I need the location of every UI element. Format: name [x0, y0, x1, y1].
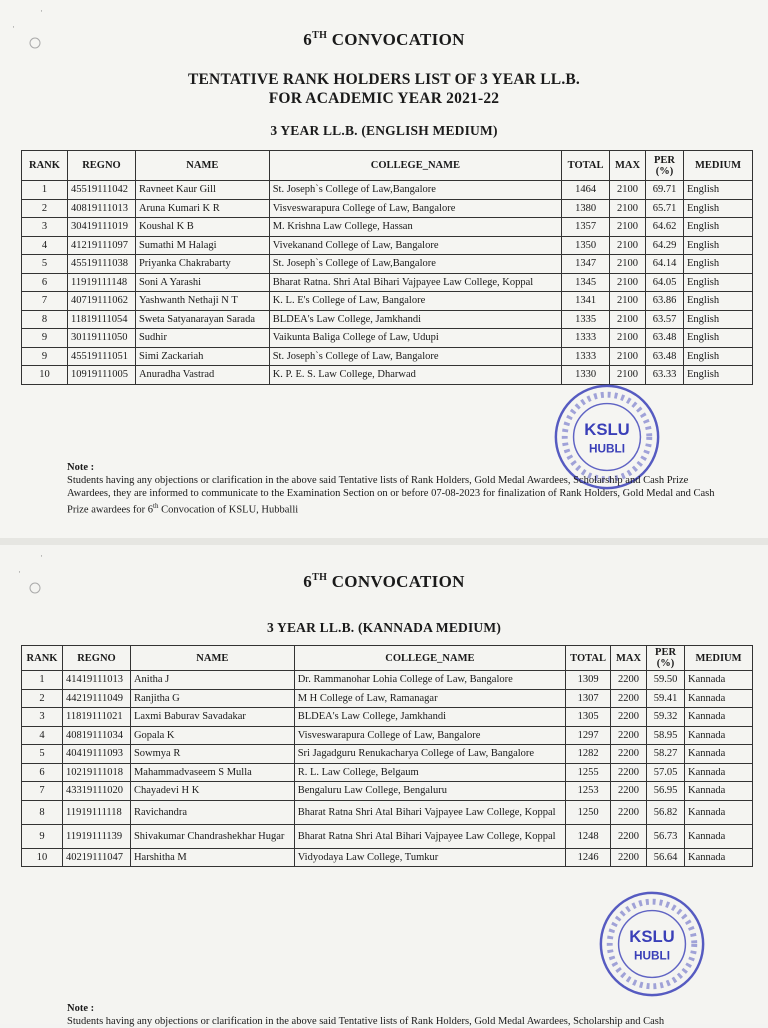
cell-regno: 41219111097 — [67, 236, 135, 255]
cell-name: Ravichandra — [130, 800, 294, 824]
cell-total: 1297 — [566, 726, 611, 745]
cell-total: 1307 — [566, 689, 611, 708]
cell-per: 56.73 — [647, 824, 685, 848]
cell-medium: English — [684, 181, 753, 200]
cell-regno: 41419111013 — [62, 671, 130, 690]
cell-college: Vidyodaya Law College, Tumkur — [294, 848, 565, 867]
table-row — [22, 824, 753, 848]
cell-college: Bharat Ratna Shri Atal Bihari Vajpayee Law College, Koppal — [294, 800, 565, 824]
cell-name: Harshitha M — [130, 848, 294, 867]
cell-per: 63.57 — [646, 310, 684, 329]
table-header-row — [22, 646, 753, 671]
cell-regno: 11819111054 — [67, 310, 135, 329]
note-heading: Note : — [67, 462, 95, 473]
cell-regno: 40719111062 — [67, 292, 135, 311]
cell-max: 2100 — [610, 366, 646, 385]
col-max: MAX — [611, 646, 647, 671]
cell-rank: 7 — [22, 292, 68, 311]
cell-regno: 11919111148 — [67, 273, 135, 292]
note-text-2: Students having any objections or clarification in the above said Tentative lists of Rank Holders, Gold Medal Awardees, Scholarship and Cash — [67, 1016, 665, 1027]
cell-rank: 10 — [22, 366, 68, 385]
cell-per: 63.86 — [646, 292, 684, 311]
cell-name: Mahammadvaseem S Mulla — [130, 763, 294, 782]
cell-max: 2100 — [610, 310, 646, 329]
cell-regno: 30419111019 — [67, 218, 135, 237]
cell-total: 1255 — [566, 763, 611, 782]
cell-total: 1250 — [566, 800, 611, 824]
cell-per: 57.05 — [647, 763, 685, 782]
cell-total: 1333 — [562, 347, 610, 366]
cell-name: Shivakumar Chandrashekhar Hugar — [130, 824, 294, 848]
cell-rank: 10 — [22, 848, 63, 867]
cell-total: 1282 — [566, 745, 611, 764]
table-row — [22, 671, 753, 690]
cell-medium: English — [684, 366, 753, 385]
cell-college: Sri Jagadguru Renukacharya College of Law, Bangalore — [294, 745, 565, 764]
table-row — [22, 848, 753, 867]
cell-max: 2100 — [610, 218, 646, 237]
cell-rank: 8 — [22, 310, 68, 329]
cell-rank: 3 — [22, 218, 68, 237]
cell-regno: 44219111049 — [62, 689, 130, 708]
scan-speck: · — [18, 567, 21, 577]
cell-college: Visveswarapura College of Law, Bangalore — [269, 199, 561, 218]
cell-college: K. L. E's College of Law, Bangalore — [269, 292, 561, 311]
cell-medium: English — [684, 218, 753, 237]
cell-total: 1335 — [562, 310, 610, 329]
cell-per: 69.71 — [646, 181, 684, 200]
cell-name: Soni A Yarashi — [135, 273, 269, 292]
cell-name: Aruna Kumari K R — [135, 199, 269, 218]
col-rank: RANK — [22, 646, 63, 671]
cell-medium: Kannada — [685, 745, 753, 764]
cell-regno: 40219111047 — [62, 848, 130, 867]
cell-medium: English — [684, 347, 753, 366]
cell-total: 1253 — [566, 782, 611, 801]
scan-speck: · — [40, 551, 43, 561]
cell-college: M H College of Law, Ramanagar — [294, 689, 565, 708]
cell-regno: 30119111050 — [67, 329, 135, 348]
cell-per: 63.48 — [646, 329, 684, 348]
cell-total: 1333 — [562, 329, 610, 348]
cell-max: 2200 — [611, 689, 647, 708]
table-row — [22, 708, 753, 727]
cell-medium: Kannada — [685, 763, 753, 782]
table-row — [22, 329, 753, 348]
cell-per: 64.29 — [646, 236, 684, 255]
cell-max: 2200 — [611, 824, 647, 848]
convocation-heading: 6TH CONVOCATION — [303, 30, 465, 49]
cell-regno: 40819111013 — [67, 199, 135, 218]
cell-medium: English — [684, 255, 753, 274]
cell-total: 1305 — [566, 708, 611, 727]
cell-name: Gopala K — [130, 726, 294, 745]
cell-college: Vivekanand College of Law, Bangalore — [269, 236, 561, 255]
cell-total: 1380 — [562, 199, 610, 218]
svg-text:HUBLI: HUBLI — [588, 441, 626, 456]
cell-max: 2200 — [611, 782, 647, 801]
cell-regno: 40819111034 — [62, 726, 130, 745]
col-college: COLLEGE_NAME — [294, 646, 565, 671]
cell-max: 2100 — [610, 292, 646, 311]
cell-max: 2200 — [611, 763, 647, 782]
cell-rank: 4 — [22, 726, 63, 745]
rank-table-english — [21, 150, 753, 385]
cell-rank: 9 — [22, 347, 68, 366]
kslu-seal-stamp-2 — [593, 885, 711, 1003]
cell-rank: 8 — [22, 800, 63, 824]
cell-regno: 43319111020 — [62, 782, 130, 801]
cell-regno: 10919111005 — [67, 366, 135, 385]
cell-name: Ranjitha G — [130, 689, 294, 708]
cell-name: Chayadevi H K — [130, 782, 294, 801]
cell-max: 2100 — [610, 255, 646, 274]
cell-medium: Kannada — [685, 800, 753, 824]
cell-rank: 1 — [22, 671, 63, 690]
cell-per: 56.64 — [647, 848, 685, 867]
cell-regno: 45519111051 — [67, 347, 135, 366]
cell-name: Sweta Satyanarayan Sarada — [135, 310, 269, 329]
cell-total: 1309 — [566, 671, 611, 690]
cell-college: Dr. Rammanohar Lohia College of Law, Bangalore — [294, 671, 565, 690]
convocation-heading-2: 6TH CONVOCATION — [303, 572, 465, 591]
cell-medium: Kannada — [685, 726, 753, 745]
cell-college: St. Joseph`s College of Law,Bangalore — [269, 255, 561, 274]
col-per: PER (%) — [647, 646, 685, 671]
table-row — [22, 800, 753, 824]
svg-text:HUBLI: HUBLI — [633, 948, 671, 963]
table-row — [22, 745, 753, 764]
cell-total: 1341 — [562, 292, 610, 311]
cell-name: Yashwanth Nethaji N T — [135, 292, 269, 311]
document-title — [0, 70, 768, 108]
cell-rank: 5 — [22, 745, 63, 764]
cell-max: 2100 — [610, 236, 646, 255]
cell-rank: 4 — [22, 236, 68, 255]
col-max: MAX — [610, 151, 646, 181]
cell-college: R. L. Law College, Belgaum — [294, 763, 565, 782]
cell-rank: 9 — [22, 329, 68, 348]
cell-per: 59.41 — [647, 689, 685, 708]
cell-college: Vaikunta Baliga College of Law, Udupi — [269, 329, 561, 348]
cell-max: 2200 — [611, 708, 647, 727]
table-row — [22, 236, 753, 255]
table-row — [22, 181, 753, 200]
cell-rank: 2 — [22, 689, 63, 708]
cell-max: 2200 — [611, 726, 647, 745]
cell-total: 1345 — [562, 273, 610, 292]
cell-college: St. Joseph`s College of Law, Bangalore — [269, 347, 561, 366]
cell-name: Simi Zackariah — [135, 347, 269, 366]
section-subtitle-2: 3 YEAR LL.B. (KANNADA MEDIUM) — [266, 620, 502, 635]
cell-college: BLDEA's Law College, Jamkhandi — [294, 708, 565, 727]
cell-medium: English — [684, 292, 753, 311]
cell-name: Anuradha Vastrad — [135, 366, 269, 385]
title-line-2: FOR ACADEMIC YEAR 2021-22 — [268, 90, 500, 107]
cell-total: 1347 — [562, 255, 610, 274]
cell-max: 2200 — [611, 848, 647, 867]
cell-name: Koushal K B — [135, 218, 269, 237]
col-college: COLLEGE_NAME — [269, 151, 561, 181]
table-row — [22, 199, 753, 218]
cell-total: 1246 — [566, 848, 611, 867]
cell-medium: English — [684, 236, 753, 255]
cell-medium: Kannada — [685, 689, 753, 708]
col-medium: MEDIUM — [684, 151, 753, 181]
cell-medium: Kannada — [685, 824, 753, 848]
cell-max: 2200 — [611, 671, 647, 690]
cell-medium: Kannada — [685, 708, 753, 727]
table-row — [22, 218, 753, 237]
col-regno: REGNO — [67, 151, 135, 181]
cell-total: 1464 — [562, 181, 610, 200]
cell-college: Bengaluru Law College, Bengaluru — [294, 782, 565, 801]
cell-medium: Kannada — [685, 848, 753, 867]
cell-rank: 6 — [22, 273, 68, 292]
cell-college: Bharat Ratna. Shri Atal Bihari Vajpayee Law College, Koppal — [269, 273, 561, 292]
cell-per: 59.32 — [647, 708, 685, 727]
rank-table-kannada — [21, 645, 753, 867]
cell-regno: 45519111042 — [67, 181, 135, 200]
cell-per: 64.14 — [646, 255, 684, 274]
col-per: PER (%) — [646, 151, 684, 181]
table-row — [22, 255, 753, 274]
cell-medium: English — [684, 329, 753, 348]
cell-per: 64.62 — [646, 218, 684, 237]
table-row — [22, 763, 753, 782]
cell-rank: 3 — [22, 708, 63, 727]
table-row — [22, 689, 753, 708]
cell-max: 2200 — [611, 745, 647, 764]
cell-per: 59.50 — [647, 671, 685, 690]
cell-name: Priyanka Chakrabarty — [135, 255, 269, 274]
cell-college: Bharat Ratna Shri Atal Bihari Vajpayee Law College, Koppal — [294, 824, 565, 848]
col-regno: REGNO — [62, 646, 130, 671]
cell-rank: 2 — [22, 199, 68, 218]
cell-name: Ravneet Kaur Gill — [135, 181, 269, 200]
cell-per: 56.95 — [647, 782, 685, 801]
col-rank: RANK — [22, 151, 68, 181]
table-row — [22, 310, 753, 329]
cell-per: 56.82 — [647, 800, 685, 824]
col-name: NAME — [135, 151, 269, 181]
table-header-row — [22, 151, 753, 181]
cell-max: 2100 — [610, 329, 646, 348]
cell-regno: 40419111093 — [62, 745, 130, 764]
table-row — [22, 347, 753, 366]
cell-college: K. P. E. S. Law College, Dharwad — [269, 366, 561, 385]
cell-regno: 11919111118 — [62, 800, 130, 824]
cell-rank: 9 — [22, 824, 63, 848]
cell-medium: English — [684, 273, 753, 292]
cell-regno: 11819111021 — [62, 708, 130, 727]
cell-total: 1350 — [562, 236, 610, 255]
cell-college: M. Krishna Law College, Hassan — [269, 218, 561, 237]
cell-college: Visveswarapura College of Law, Bangalore — [294, 726, 565, 745]
cell-per: 65.71 — [646, 199, 684, 218]
cell-name: Sudhir — [135, 329, 269, 348]
cell-college: BLDEA's Law College, Jamkhandi — [269, 310, 561, 329]
cell-per: 63.48 — [646, 347, 684, 366]
title-line-1: TENTATIVE RANK HOLDERS LIST OF 3 YEAR LL.B. — [187, 71, 581, 88]
cell-per: 63.33 — [646, 366, 684, 385]
cell-total: 1330 — [562, 366, 610, 385]
cell-max: 2100 — [610, 347, 646, 366]
col-total: TOTAL — [562, 151, 610, 181]
col-name: NAME — [130, 646, 294, 671]
cell-medium: English — [684, 199, 753, 218]
cell-medium: Kannada — [685, 782, 753, 801]
cell-rank: 6 — [22, 763, 63, 782]
svg-text:KSLU: KSLU — [629, 927, 675, 947]
cell-name: Laxmi Baburav Savadakar — [130, 708, 294, 727]
cell-max: 2200 — [611, 800, 647, 824]
cell-per: 58.95 — [647, 726, 685, 745]
cell-medium: English — [684, 310, 753, 329]
note-heading-2: Note : — [67, 1003, 95, 1014]
col-total: TOTAL — [566, 646, 611, 671]
cell-max: 2100 — [610, 181, 646, 200]
col-medium: MEDIUM — [685, 646, 753, 671]
note-text: Students having any objections or clarification in the above said Tentative lists of Rank Holders, Gold Medal Awardees, Scholarship and Cash Prize Awardees, they are informed to communicate to the Examination Section on or before 07-08-2023 for finalization of Rank Holders, Gold Medal and Cash Prize awardees for 6th Convocation of KSLU, Hubballi — [67, 475, 715, 516]
scan-speck: · — [40, 6, 43, 16]
cell-rank: 7 — [22, 782, 63, 801]
cell-name: Anitha J — [130, 671, 294, 690]
cell-rank: 1 — [22, 181, 68, 200]
cell-name: Sowmya R — [130, 745, 294, 764]
table-row — [22, 273, 753, 292]
table-row — [22, 292, 753, 311]
svg-text:KSLU: KSLU — [584, 420, 630, 440]
section-subtitle: 3 YEAR LL.B. (ENGLISH MEDIUM) — [270, 123, 498, 138]
cell-max: 2100 — [610, 199, 646, 218]
cell-per: 64.05 — [646, 273, 684, 292]
cell-total: 1357 — [562, 218, 610, 237]
cell-rank: 5 — [22, 255, 68, 274]
cell-medium: Kannada — [685, 671, 753, 690]
cell-per: 58.27 — [647, 745, 685, 764]
cell-name: Sumathi M Halagi — [135, 236, 269, 255]
cell-regno: 10219111018 — [62, 763, 130, 782]
table-row — [22, 726, 753, 745]
table-row — [22, 782, 753, 801]
cell-regno: 11919111139 — [62, 824, 130, 848]
cell-regno: 45519111038 — [67, 255, 135, 274]
scan-speck: · — [12, 22, 15, 32]
cell-college: St. Joseph`s College of Law,Bangalore — [269, 181, 561, 200]
cell-total: 1248 — [566, 824, 611, 848]
cell-max: 2100 — [610, 273, 646, 292]
